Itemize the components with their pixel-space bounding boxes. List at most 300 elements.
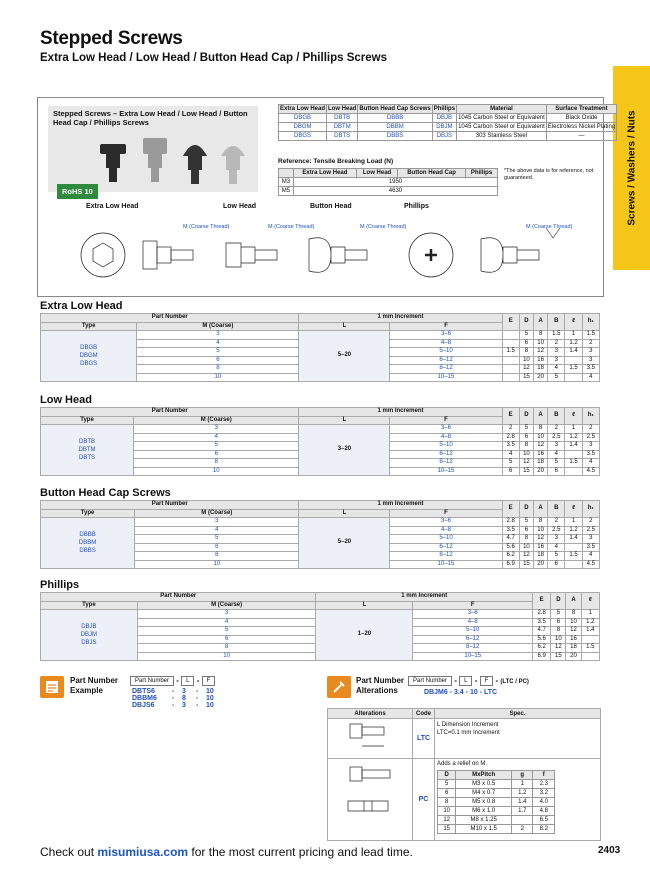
thread-label-4: M (Coarse Thread) xyxy=(526,224,573,230)
dim-cell: 1 xyxy=(581,610,599,619)
th-type: Type xyxy=(41,416,134,425)
l-range-cell: 5–20 xyxy=(299,331,390,382)
dim-cell: 12 xyxy=(566,627,581,636)
dim-cell: 5 xyxy=(551,610,566,619)
th-dim: D xyxy=(519,314,533,331)
dim-cell: 8 xyxy=(551,627,566,636)
pc-cell: M8 x 1.25 xyxy=(456,816,512,825)
material-cell: DBBS xyxy=(358,132,432,141)
material-cell: DBBM xyxy=(358,123,432,132)
dim-cell: 5 xyxy=(548,552,565,561)
type-cell: DBJB DBJM DBJS xyxy=(41,610,138,661)
section-title: Extra Low Head xyxy=(40,300,123,312)
pc-cell: 8 xyxy=(438,798,456,807)
f-cell: 10–15 xyxy=(390,467,502,476)
f-cell: 10–15 xyxy=(390,373,502,382)
th-f: F xyxy=(390,509,502,518)
ex-cell: 3 xyxy=(182,702,186,709)
dim-cell: 3.5 xyxy=(502,526,519,535)
dim-cell: 2.8 xyxy=(502,518,519,527)
dim-cell: 2.5 xyxy=(582,526,599,535)
material-cell: DBBB xyxy=(358,114,432,123)
dim-cell: 5 xyxy=(519,331,533,340)
example-pn-box: Part Number xyxy=(130,676,174,686)
th-dim: E xyxy=(502,501,519,518)
drawing-label-button: Button Head xyxy=(310,203,352,210)
dim-cell: 4 xyxy=(582,373,599,382)
pc-th: f xyxy=(533,771,555,780)
dim-cell: 4.7 xyxy=(502,535,519,544)
dim-cell: 10 xyxy=(534,433,548,442)
material-table xyxy=(278,104,617,141)
alt-ex-f: 10 xyxy=(469,689,478,696)
th-dim: A xyxy=(534,501,548,518)
ex-cell: 10 xyxy=(206,688,214,695)
f-cell: 3–6 xyxy=(390,425,502,434)
f-cell: 3–6 xyxy=(390,518,502,527)
pc-cell: 4.8 xyxy=(533,807,555,816)
m-cell: 10 xyxy=(137,652,316,661)
dim-cell: 1.5 xyxy=(565,459,582,468)
m-cell: 10 xyxy=(135,560,299,569)
dim-cell: 20 xyxy=(534,467,548,476)
ref-th: Button Head Cap xyxy=(398,169,466,178)
dim-cell: 6 xyxy=(519,526,533,535)
th-dim: B xyxy=(548,501,565,518)
th-f: F xyxy=(390,322,502,331)
ltc-code: LTC xyxy=(413,719,435,759)
pc-th: D xyxy=(438,771,456,780)
dim-cell: 6 xyxy=(548,467,565,476)
m-cell: 6 xyxy=(134,450,299,459)
th-m: M (Coarse) xyxy=(134,416,299,425)
f-cell: 8–12 xyxy=(390,459,502,468)
m-cell: 3 xyxy=(135,518,299,527)
dim-cell: 5 xyxy=(519,425,533,434)
dim-cell: 2 xyxy=(582,339,599,348)
overview-title-panel xyxy=(48,106,258,196)
pc-cell: 12 xyxy=(438,816,456,825)
th-f: F xyxy=(390,416,502,425)
dim-cell: 8 xyxy=(519,442,533,451)
dim-cell: 20 xyxy=(566,652,581,661)
ltc-drawing xyxy=(328,720,408,756)
example-icon xyxy=(40,676,64,698)
pc-cell: 1 xyxy=(512,780,533,789)
dim-cell: 5.6 xyxy=(502,543,519,552)
alt-th: Alterations xyxy=(328,709,413,719)
dim-cell: 3 xyxy=(582,348,599,357)
dim-cell: 1.2 xyxy=(565,339,582,348)
footer-post: for the most current pricing and lead time. xyxy=(188,845,413,859)
dim-cell: 10 xyxy=(534,339,548,348)
th-dim: ℓ xyxy=(565,501,582,518)
dim-cell: 18 xyxy=(534,459,548,468)
dim-cell: 2.5 xyxy=(548,526,565,535)
pc-cell: 6 xyxy=(438,789,456,798)
alt-code-label: (LTC / PC) xyxy=(500,679,529,686)
pc-cell: 1.4 xyxy=(512,798,533,807)
m-cell: 4 xyxy=(137,339,299,348)
ref-th: Extra Low Head xyxy=(293,169,356,178)
thread-label-2: M (Coarse Thread) xyxy=(268,224,315,230)
th-type: Type xyxy=(41,509,135,518)
dim-cell: 3.5 xyxy=(532,618,550,627)
f-cell: 8–12 xyxy=(390,365,502,374)
dim-cell: 4 xyxy=(502,450,519,459)
dim-cell: 20 xyxy=(534,373,548,382)
footer-link[interactable]: misumiusa.com xyxy=(97,845,189,859)
th-surface: Surface Treatment xyxy=(546,105,616,114)
ref-size: M5 xyxy=(279,187,294,196)
thread-label-3: M (Coarse Thread) xyxy=(360,224,407,230)
dim-cell: 4.7 xyxy=(532,627,550,636)
material-cell: DBJB xyxy=(432,114,456,123)
dim-cell: 1 xyxy=(565,518,582,527)
th-dim: A xyxy=(566,593,581,610)
drawing-label-low: Low Head xyxy=(223,203,257,210)
m-cell: 5 xyxy=(134,442,299,451)
dim-cell: 2.8 xyxy=(502,433,519,442)
dim-cell: 10 xyxy=(519,450,533,459)
ex-cell: 3 xyxy=(182,688,186,695)
m-cell: 8 xyxy=(137,365,299,374)
th-m: M (Coarse) xyxy=(137,601,316,610)
reference-note: *The above data is for reference, not guaranteed. xyxy=(504,168,594,181)
material-cell: 1045 Carbon Steel or Equivalent xyxy=(458,124,545,130)
example-table: DBTS6 - 3 - 10 DBBM6 - 8 - 10 DBJS6 - 3 - 10 xyxy=(132,688,214,709)
pc-cell: 6.5 xyxy=(533,816,555,825)
l-range-cell: 5–20 xyxy=(299,518,390,569)
dim-cell: 6 xyxy=(551,618,566,627)
th-f: F xyxy=(413,601,532,610)
side-tab-label: Screws / Washers / Nuts xyxy=(626,110,637,226)
m-cell: 5 xyxy=(137,348,299,357)
dim-cell: 1.5 xyxy=(565,365,582,374)
overview-box xyxy=(37,97,616,297)
th-extra-low: Extra Low Head xyxy=(280,106,326,112)
dim-cell: 6 xyxy=(548,560,565,569)
dim-cell: 8 xyxy=(519,535,533,544)
dim-cell: 5.6 xyxy=(532,635,550,644)
dim-cell: 6.2 xyxy=(532,644,550,653)
dim-cell: 16 xyxy=(534,356,548,365)
th-increment: 1 mm Increment xyxy=(299,314,502,323)
dim-cell: 10 xyxy=(551,635,566,644)
dim-cell xyxy=(565,356,582,365)
alt-ex-l: 3.4 xyxy=(453,689,464,696)
th-dim: ℓ xyxy=(565,314,582,331)
m-cell: 6 xyxy=(137,356,299,365)
th-part-number: Part Number xyxy=(41,593,316,602)
m-cell: 8 xyxy=(134,459,299,468)
dim-cell: 1.5 xyxy=(565,552,582,561)
dim-cell: 1.5 xyxy=(581,644,599,653)
ex-cell: 10 xyxy=(206,702,214,709)
dim-cell: 3 xyxy=(582,356,599,365)
pc-cell: 2 xyxy=(512,825,533,834)
material-cell: Black Oxide xyxy=(546,114,616,123)
thread-label-1: M (Coarse Thread) xyxy=(183,224,230,230)
dim-cell: 1.4 xyxy=(565,535,582,544)
th-material: Material xyxy=(457,105,547,114)
alt-f-box: F xyxy=(480,676,494,686)
material-cell: DBJM xyxy=(432,123,456,132)
th-dim: B xyxy=(548,408,565,425)
dim-cell: 5 xyxy=(548,459,565,468)
technical-drawings xyxy=(41,213,601,293)
ex-cell: DBBM6 xyxy=(132,695,157,702)
example-f-box: F xyxy=(202,676,216,686)
th-dim: D xyxy=(519,501,533,518)
dim-cell: 16 xyxy=(566,635,581,644)
material-cell: 1045 Carbon Steel or Equivalent xyxy=(458,115,545,121)
f-cell: 3–6 xyxy=(390,331,502,340)
dim-cell: 2 xyxy=(502,425,519,434)
dim-cell: 3.5 xyxy=(502,442,519,451)
ref-size: M3 xyxy=(279,178,294,187)
alterations-example: DBJM6 - 3.4 - 10 - LTC xyxy=(424,689,498,696)
dim-cell: 12 xyxy=(551,644,566,653)
dim-cell: 8 xyxy=(519,348,533,357)
type-cell: DBTB DBTM DBTS xyxy=(41,425,134,476)
dim-cell: 8 xyxy=(566,610,581,619)
f-cell: 5–10 xyxy=(413,627,532,636)
pc-cell: M4 x 0.7 xyxy=(456,789,512,798)
dim-cell: 5 xyxy=(548,373,565,382)
dimension-table xyxy=(40,407,600,476)
section-title: Button Head Cap Screws xyxy=(40,487,171,499)
th-type: Type xyxy=(41,322,137,331)
alterations-label: Part Number Alterations xyxy=(356,676,405,695)
pc-cell: 10 xyxy=(438,807,456,816)
f-cell: 5–10 xyxy=(390,442,502,451)
dim-cell xyxy=(581,635,599,644)
dim-cell: 1.2 xyxy=(581,618,599,627)
alterations-table xyxy=(327,708,601,841)
dim-cell xyxy=(502,331,519,340)
rohs-badge: RoHS 10 xyxy=(57,184,98,199)
dim-cell: 2 xyxy=(548,518,565,527)
type-cell: DBGB DBGM DBGS xyxy=(41,331,137,382)
pc-spec: Adds a relief on M. xyxy=(437,761,488,767)
pc-th: g xyxy=(512,771,533,780)
dim-cell: 12 xyxy=(534,348,548,357)
material-cell: Electroless Nickel Plating xyxy=(547,124,616,130)
ltc-drawing-cell xyxy=(328,719,413,759)
dim-cell: 4 xyxy=(582,459,599,468)
dim-cell xyxy=(502,356,519,365)
ex-cell: 10 xyxy=(206,695,214,702)
dim-cell: 2 xyxy=(548,425,565,434)
dim-cell: 12 xyxy=(519,459,533,468)
ref-th: Phillips xyxy=(466,169,498,178)
f-cell: 10–15 xyxy=(413,652,532,661)
dim-cell: 1.2 xyxy=(565,433,582,442)
f-cell: 6–12 xyxy=(390,543,502,552)
m-cell: 10 xyxy=(134,467,299,476)
dimension-table xyxy=(40,313,600,382)
footer-pre: Check out xyxy=(40,845,98,859)
th-m: M (Coarse) xyxy=(135,509,299,518)
dim-cell: 10 xyxy=(519,356,533,365)
dim-cell: 5 xyxy=(502,459,519,468)
th-part-number: Part Number xyxy=(41,501,299,510)
f-cell: 8–12 xyxy=(413,644,532,653)
material-cell: DBGS xyxy=(279,132,327,141)
pc-cell: 15 xyxy=(438,825,456,834)
dim-cell: 6 xyxy=(502,467,519,476)
m-cell: 5 xyxy=(137,627,316,636)
dim-cell: 8 xyxy=(534,425,548,434)
example-header: Part Number - L - F xyxy=(130,676,215,686)
th-part-number: Part Number xyxy=(41,314,299,323)
pc-cell: M3 x 0.5 xyxy=(456,780,512,789)
page-subtitle: Extra Low Head / Low Head / Button Head Cap / Phillips Screws xyxy=(40,52,387,64)
m-cell: 4 xyxy=(137,618,316,627)
dimension-table xyxy=(40,500,600,569)
pc-cell: M10 x 1.5 xyxy=(456,825,512,834)
th-dim: ℓ xyxy=(565,408,582,425)
dim-cell: 3 xyxy=(548,348,565,357)
dim-cell: 16 xyxy=(534,543,548,552)
pc-cell: 4.0 xyxy=(533,798,555,807)
example-l-box: L xyxy=(181,676,194,686)
th-dim: E xyxy=(532,593,550,610)
dim-cell: 3.5 xyxy=(582,543,599,552)
dim-cell: 3.5 xyxy=(582,450,599,459)
pc-code: PC xyxy=(413,759,435,841)
dim-cell: 1.4 xyxy=(565,348,582,357)
dim-cell: 3 xyxy=(548,535,565,544)
th-dim: A xyxy=(534,314,548,331)
dim-cell: 4.5 xyxy=(582,560,599,569)
th-dim: E xyxy=(502,314,519,331)
section-title: Phillips xyxy=(40,579,80,591)
alt-pn-box: Part Number xyxy=(408,676,452,686)
f-cell: 3–6 xyxy=(413,610,532,619)
ref-th: Low Head xyxy=(356,169,397,178)
th-dim: A xyxy=(534,408,548,425)
dim-cell: 6 xyxy=(519,433,533,442)
ltc-spec: L Dimension Increment LTC=0.1 mm Increment xyxy=(435,719,601,759)
material-cell: 303 Stainless Steel xyxy=(457,132,547,141)
th-l: L xyxy=(316,601,413,610)
type-cell: DBBB DBBM DBBS xyxy=(41,518,135,569)
dim-cell xyxy=(565,450,582,459)
material-cell: DBTS xyxy=(327,132,358,141)
material-cell: DBTB xyxy=(327,114,358,123)
dim-cell: 20 xyxy=(534,560,548,569)
th-dim: h₁ xyxy=(582,314,599,331)
dim-cell: 10 xyxy=(519,543,533,552)
th-increment: 1 mm Increment xyxy=(299,408,502,417)
pc-cell: M5 x 0.8 xyxy=(456,798,512,807)
material-cell: DBGM xyxy=(279,123,327,132)
dim-cell: 8 xyxy=(534,331,548,340)
ex-cell: DBJS6 xyxy=(132,702,155,709)
dim-cell: 4 xyxy=(548,365,565,374)
f-cell: 6–12 xyxy=(390,356,502,365)
th-dim: ℓ xyxy=(581,593,599,610)
dim-cell: 12 xyxy=(519,365,533,374)
alt-ex-code: LTC xyxy=(483,689,498,696)
f-cell: 4–8 xyxy=(390,433,502,442)
th-dim: h₁ xyxy=(582,408,599,425)
pc-cell: 2.3 xyxy=(533,780,555,789)
pc-table xyxy=(437,770,555,834)
m-cell: 10 xyxy=(137,373,299,382)
th-dim: D xyxy=(551,593,566,610)
m-cell: 6 xyxy=(137,635,316,644)
dim-cell xyxy=(502,365,519,374)
m-cell: 4 xyxy=(135,526,299,535)
pc-cell: M6 x 1.0 xyxy=(456,807,512,816)
alt-ex-pn: DBJM6 xyxy=(424,689,448,696)
dim-cell: 2 xyxy=(548,339,565,348)
material-cell: DBTM xyxy=(327,123,358,132)
dim-cell: 18 xyxy=(534,365,548,374)
f-cell: 6–12 xyxy=(390,450,502,459)
m-cell: 6 xyxy=(135,543,299,552)
pc-drawing-cell xyxy=(328,759,413,841)
th-l: L xyxy=(299,322,390,331)
pc-th: MxPitch xyxy=(456,771,512,780)
dim-cell: 12 xyxy=(519,552,533,561)
f-cell: 5–10 xyxy=(390,348,502,357)
m-cell: 5 xyxy=(135,535,299,544)
m-cell: 4 xyxy=(134,433,299,442)
alt-th: Spec. xyxy=(435,709,601,719)
alt-l-box: L xyxy=(459,676,472,686)
dim-cell xyxy=(565,560,582,569)
dim-cell: 3 xyxy=(582,535,599,544)
side-tab[interactable] xyxy=(613,66,650,270)
dim-cell: 3 xyxy=(548,356,565,365)
dim-cell: 2.5 xyxy=(548,433,565,442)
dim-cell: 3 xyxy=(582,442,599,451)
dim-cell xyxy=(502,339,519,348)
dim-cell: 1 xyxy=(565,331,582,340)
dim-cell: 1.5 xyxy=(502,348,519,357)
ex-cell: 8 xyxy=(182,695,186,702)
dim-cell: 10 xyxy=(566,618,581,627)
th-type: Type xyxy=(41,601,138,610)
th-dim: D xyxy=(519,408,533,425)
dim-cell: 6.9 xyxy=(502,560,519,569)
dim-cell: 1.2 xyxy=(565,526,582,535)
f-cell: 4–8 xyxy=(413,618,532,627)
m-cell: 8 xyxy=(137,644,316,653)
dim-cell: 15 xyxy=(519,467,533,476)
dim-cell xyxy=(565,373,582,382)
pc-cell: 1.7 xyxy=(512,807,533,816)
th-increment: 1 mm Increment xyxy=(316,593,532,602)
footer-text xyxy=(40,845,413,859)
f-cell: 5–10 xyxy=(390,535,502,544)
material-cell: DBGB xyxy=(279,114,327,123)
alterations-icon xyxy=(327,676,351,698)
th-dim: h₁ xyxy=(582,501,599,518)
material-cell: DBJS xyxy=(432,132,456,141)
drawing-label-phillips: Phillips xyxy=(404,203,429,210)
page-title: Stepped Screws xyxy=(40,28,183,49)
dim-cell: 3.5 xyxy=(582,365,599,374)
alterations-header: Part Number - L - F - (LTC / PC) xyxy=(408,676,529,686)
dim-cell: 12 xyxy=(534,535,548,544)
th-l: L xyxy=(299,416,390,425)
dim-cell xyxy=(502,373,519,382)
